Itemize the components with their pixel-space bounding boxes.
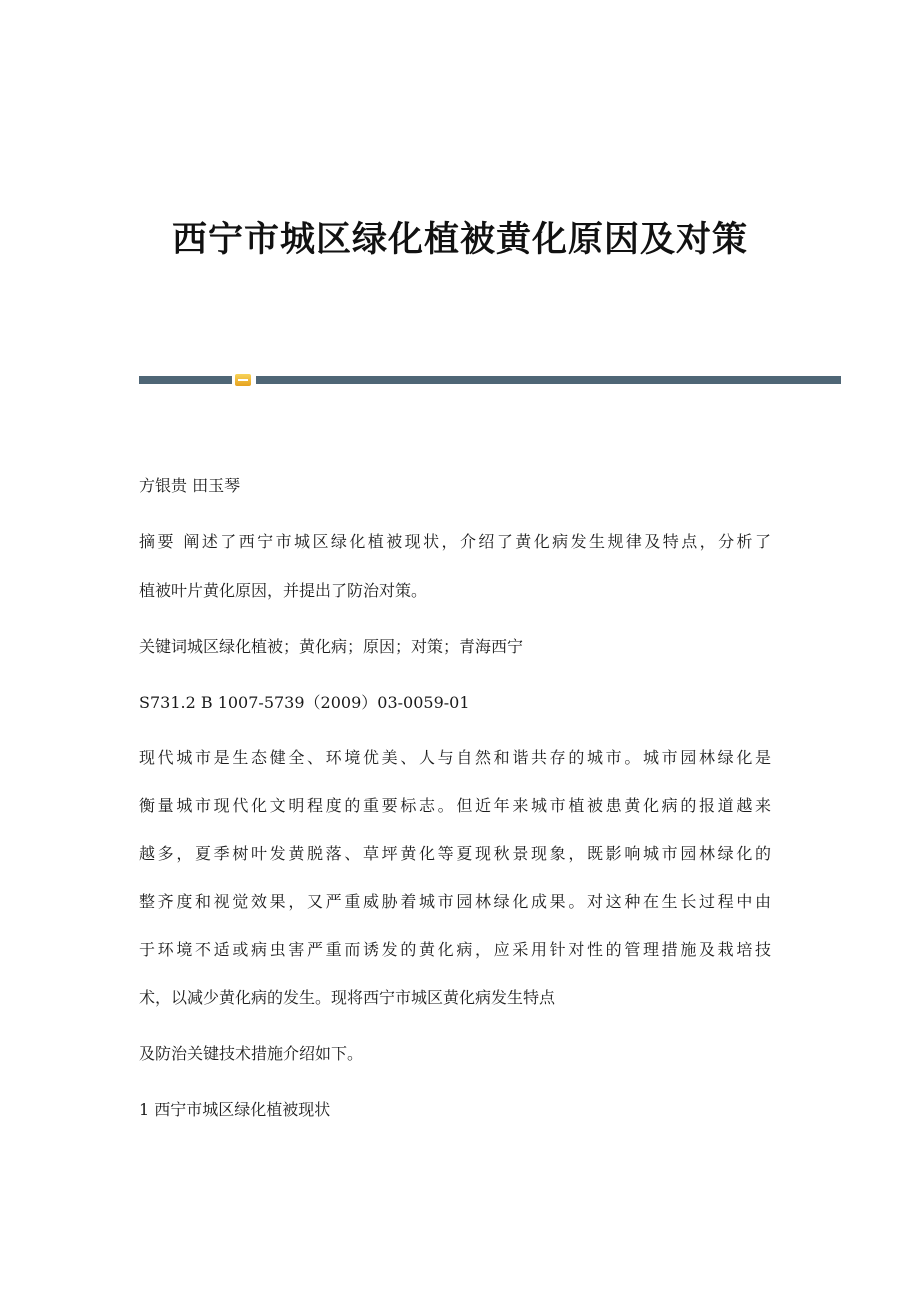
abstract-line: 植被叶片黄化原因，并提出了防治对策。	[139, 581, 428, 600]
keywords: 关键词城区绿化植被；黄化病；原因；对策；青海西宁	[139, 637, 524, 656]
authors: 方银贵 田玉琴	[139, 476, 241, 495]
classification-code: S731.2 B 1007-5739（2009）03-0059-01	[139, 693, 470, 712]
intro-paragraph-line: 现代城市是生态健全、环境优美、人与自然和谐共存的城市。城市园林绿化是	[139, 748, 771, 767]
document-title: 西宁市城区绿化植被黄化原因及对策	[171, 219, 748, 260]
divider-bar-left	[139, 376, 232, 384]
divider-bar-right	[256, 376, 841, 384]
abstract-line: 摘要 阐述了西宁市城区绿化植被现状，介绍了黄化病发生规律及特点，分析了	[139, 532, 771, 551]
intro-paragraph-line: 术，以减少黄化病的发生。现将西宁市城区黄化病发生特点	[139, 988, 556, 1007]
intro-continuation: 及防治关键技术措施介绍如下。	[139, 1044, 364, 1063]
intro-paragraph-line: 衡量城市现代化文明程度的重要标志。但近年来城市植被患黄化病的报道越来	[139, 796, 771, 815]
intro-paragraph-line: 整齐度和视觉效果，又严重威胁着城市园林绿化成果。对这种在生长过程中由	[139, 892, 771, 911]
section-heading: 1 西宁市城区绿化植被现状	[139, 1100, 331, 1119]
intro-paragraph-line: 于环境不适或病虫害严重而诱发的黄化病，应采用针对性的管理措施及栽培技	[139, 940, 771, 959]
title-divider	[139, 374, 841, 386]
divider-emblem-icon	[235, 374, 251, 386]
intro-paragraph-line: 越多，夏季树叶发黄脱落、草坪黄化等夏现秋景现象，既影响城市园林绿化的	[139, 844, 771, 863]
